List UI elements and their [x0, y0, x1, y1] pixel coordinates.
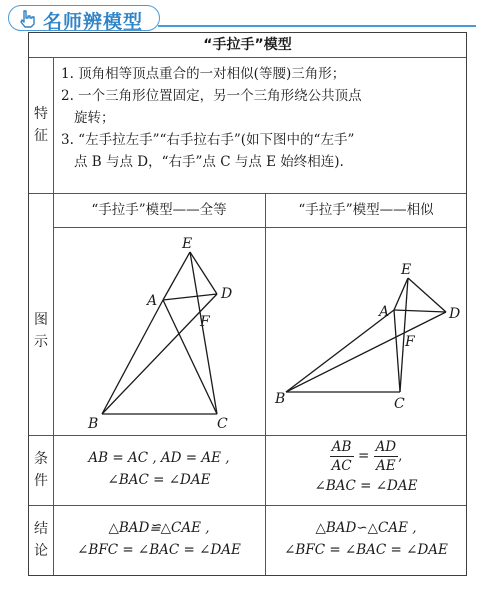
condition-congruent-line-2: ∠BAC = ∠DAE: [107, 472, 211, 488]
label-e: E: [401, 262, 412, 278]
condition-similar: [266, 438, 466, 497]
feature-label: 特 征: [34, 106, 48, 144]
label-b: B: [88, 416, 99, 432]
feature-line-5: 点 B 与点 D，“右手”点 C 与点 E 始终相连).: [74, 154, 344, 170]
label-d: D: [449, 306, 461, 322]
rule-below-conditions: [29, 505, 466, 506]
label-a: A: [147, 293, 158, 309]
feature-line-2: 2. 一个三角形位置固定，另一个三角形绕公共顶点: [61, 88, 362, 104]
label-e: E: [182, 236, 193, 252]
fraction-ab-ac: $\frac{AB}{AC}$: [331, 439, 352, 474]
segment-ac: [394, 310, 400, 392]
segment-bd: [286, 312, 446, 392]
condition-similar-ratio: $\frac{AB}{AC}$ = $\frac{AD}{AE}$ ,: [331, 439, 403, 474]
segment-ec: [190, 252, 217, 414]
subhead-similar: “手拉手”模型——相似: [298, 202, 434, 218]
rule-below-figures: [29, 435, 466, 436]
conclusion-similar-line-1: △BAD∽△CAE ,: [315, 520, 417, 536]
hand-pointer-icon: [17, 9, 37, 29]
rule-below-title: [29, 57, 466, 58]
fraction-ad-ae: $\frac{AD}{AE}$: [375, 439, 397, 474]
label-c: C: [394, 396, 405, 412]
conclusion-congruent-line-1: △BAD≌△CAE ,: [108, 520, 210, 536]
feature-line-3: 旋转；: [74, 110, 115, 126]
segment-ad: [394, 310, 446, 312]
label-d: D: [221, 286, 233, 302]
feature-line-4: 3. “左手拉左手”“右手拉右手”(如下图中的“左手”: [61, 132, 355, 148]
label-f: F: [200, 314, 210, 330]
segment-ed: [408, 278, 446, 312]
conclusion-congruent: [53, 517, 265, 561]
figure-label: 图 示: [34, 312, 48, 350]
section-badge-text: 名师辨模型: [43, 11, 144, 33]
label-c: C: [217, 416, 228, 432]
header-rule: [158, 25, 476, 27]
feature-description: [61, 63, 461, 173]
label-f: F: [405, 334, 415, 350]
conclusion-similar: [266, 517, 466, 561]
segment-ba: [286, 310, 394, 392]
segment-ae: [163, 252, 190, 300]
segment-ad: [163, 294, 217, 300]
model-table: [28, 32, 467, 576]
feature-line-1: 1. 顶角相等顶点重合的一对相似(等腰)三角形；: [61, 66, 346, 82]
condition-congruent-line-1: AB = AC , AD = AE ,: [88, 450, 230, 466]
subhead-congruent: “手拉手”模型——全等: [91, 202, 227, 218]
condition-congruent: [53, 447, 265, 491]
table-title: “手拉手”模型: [203, 37, 292, 53]
label-b: B: [275, 391, 286, 407]
label-a: A: [379, 304, 390, 320]
section-badge: [8, 5, 160, 31]
conclusion-similar-line-2: ∠BFC = ∠BAC = ∠DAE: [284, 542, 448, 558]
conclusion-congruent-line-2: ∠BFC = ∠BAC = ∠DAE: [77, 542, 241, 558]
section-header: [8, 5, 158, 31]
rule-below-features: [29, 193, 466, 194]
condition-similar-angle: ∠BAC = ∠DAE: [314, 478, 418, 494]
figure-congruent: [54, 228, 265, 435]
segment-ba: [102, 300, 163, 414]
figure-similar: [266, 228, 466, 435]
condition-label: 条 件: [34, 451, 48, 489]
conclusion-label: 结 论: [34, 521, 48, 559]
